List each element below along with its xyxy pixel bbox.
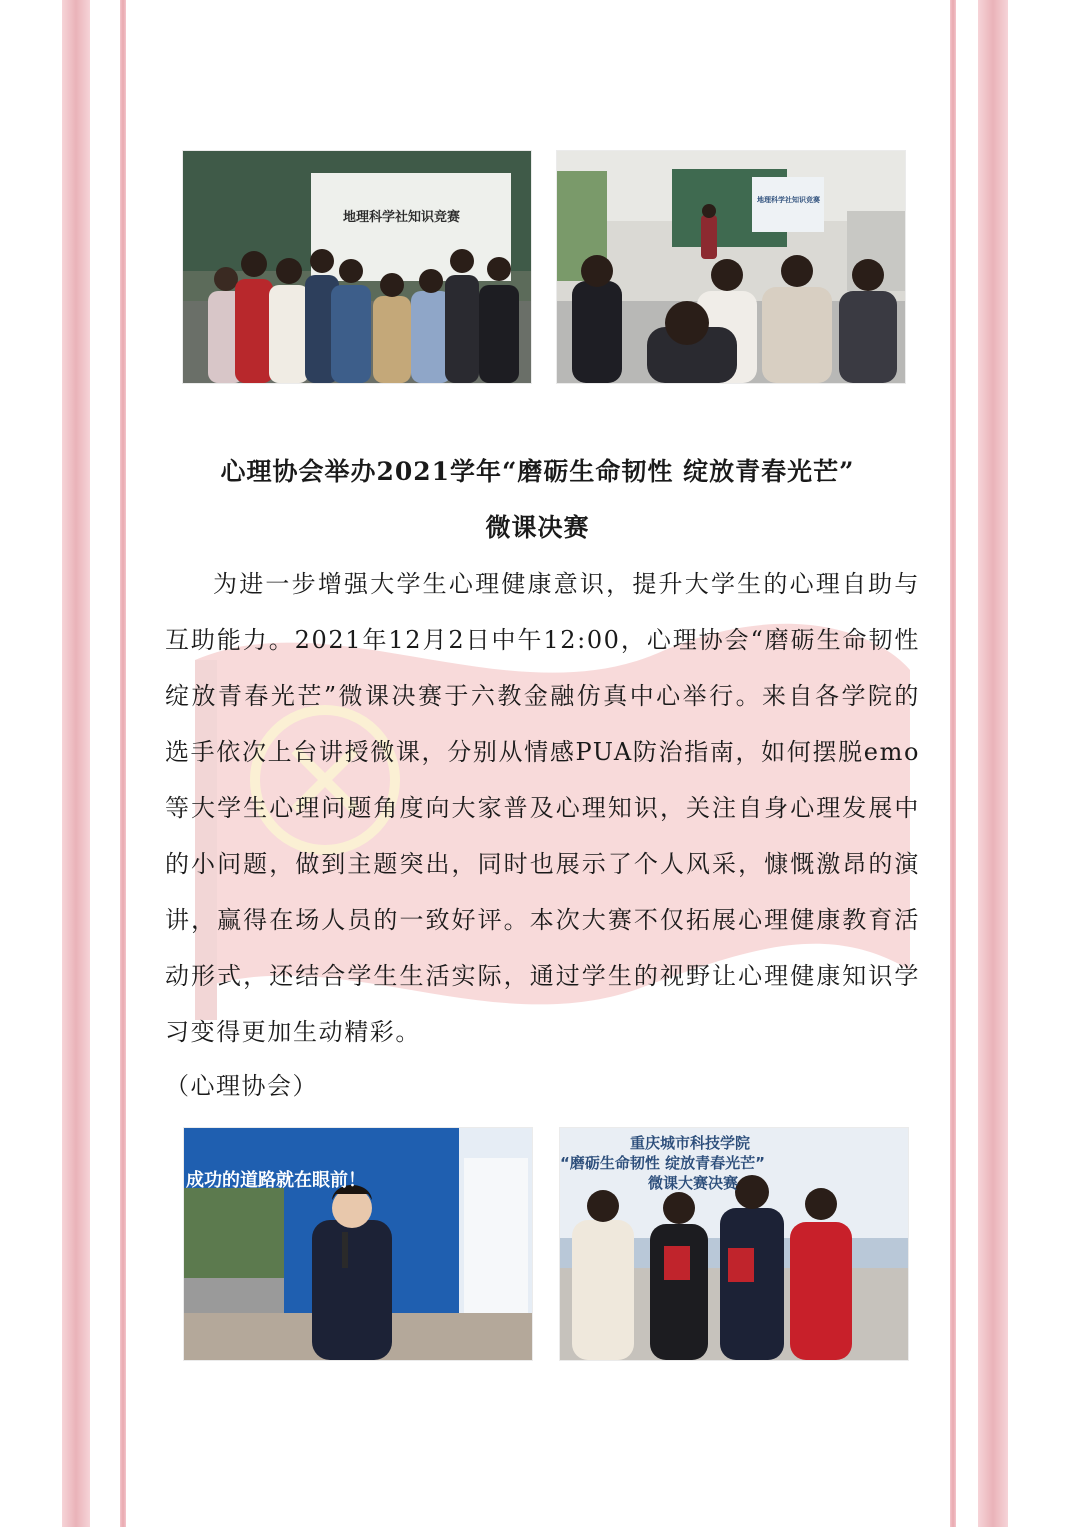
slide-title-bottom-left: 成功的道路就在眼前！ bbox=[186, 1170, 366, 1191]
article-source: （心理协会） bbox=[165, 1072, 318, 1100]
photo-group-contestants bbox=[183, 151, 531, 383]
article-title-line2: 微课决赛 bbox=[485, 513, 590, 542]
right-outer-border bbox=[978, 0, 1008, 1527]
slide-title-top-left: 地理科学社知识竞赛 bbox=[343, 210, 461, 225]
left-inner-border bbox=[120, 0, 126, 1527]
photo-classroom-audience bbox=[557, 151, 905, 383]
right-inner-border bbox=[950, 0, 956, 1527]
slide-line3-bottom-right: 微课大赛决赛 bbox=[648, 1174, 739, 1192]
slide-title-top-right: 地理科学社知识竞赛 bbox=[757, 196, 820, 204]
article-title-line1: 心理协会举办2021学年“磨砺生命韧性 绽放青春光芒” bbox=[220, 457, 855, 486]
slide-line2-bottom-right: “磨砺生命韧性 绽放青春光芒” bbox=[560, 1154, 765, 1172]
photo-speaker bbox=[184, 1128, 532, 1360]
photo-award-winners bbox=[560, 1128, 908, 1360]
slide-line1-bottom-right: 重庆城市科技学院 bbox=[630, 1134, 751, 1152]
left-outer-border bbox=[62, 0, 90, 1527]
article-body: 为进一步增强大学生心理健康意识，提升大学生的心理自助与互助能力。2021年12月2日中午12:00，心理协会“磨砺生命韧性 绽放青春光芒”微课决赛于六教金融仿真中心举行。来自各学院的选手依次上台讲授微课，分别从情感PUA防治指南，如何摆脱emo等大学生心理问题角度向大家普及心理知识，关注自身心理发展中的小问题，做到主题突出，同时也展示了个人风采，慷慨激昂的演讲，赢得在场人员的一致好评。本次大赛不仅拓展心理健康教育活动形式，还结合学生生活实际，通过学生的视野让心理健康知识学习变得更加生动精彩。 bbox=[165, 570, 920, 1046]
